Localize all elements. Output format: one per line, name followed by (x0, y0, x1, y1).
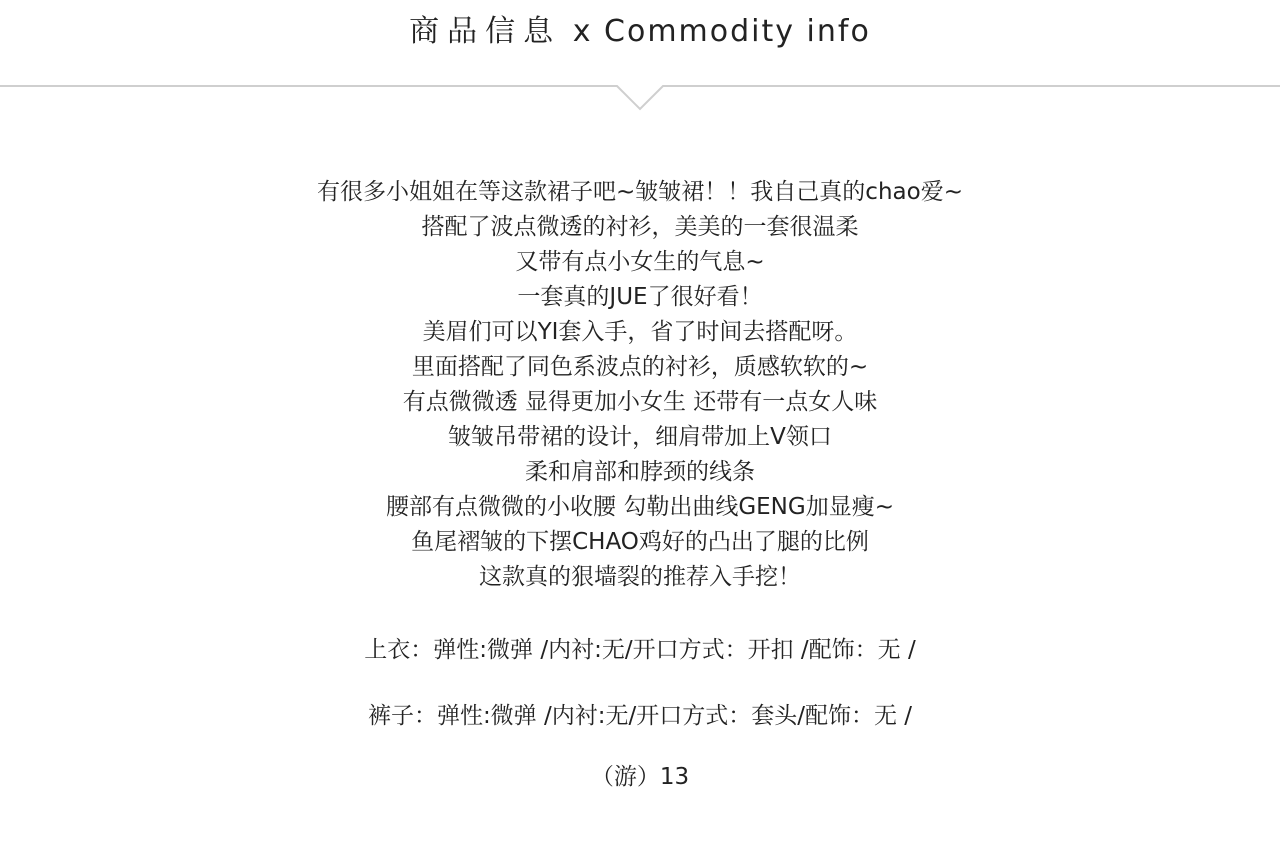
product-code: （游）13 (590, 764, 690, 790)
description-line: 里面搭配了同色系波点的衬衫，质感软软的~ (411, 354, 869, 380)
bottom-garment-spec: 裤子：弹性:微弹 /内衬:无/开口方式：套头/配饰：无 / (367, 703, 913, 729)
description-line: 柔和肩部和脖颈的线条 (525, 459, 755, 485)
top-garment-spec: 上衣：弹性:微弹 /内衬:无/开口方式：开扣 /配饰：无 / (364, 637, 916, 663)
section-title (0, 12, 1280, 52)
description-line: 搭配了波点微透的衬衫，美美的一套很温柔 (421, 214, 859, 240)
description-line: 一套真的JUE了很好看！ (517, 284, 763, 310)
description-line: 这款真的狠墙裂的推荐入手挖！ (479, 564, 801, 590)
divider-notch-line (0, 86, 1280, 109)
description-line: 有很多小姐姐在等这款裙子吧~皱皱裙！！我自己真的chao爱~ (317, 179, 963, 205)
section-title-separator: x (572, 14, 593, 49)
description-line: 又带有点小女生的气息~ (515, 249, 765, 275)
title-divider (0, 76, 1280, 112)
description-line: 皱皱吊带裙的设计，细肩带加上V领口 (448, 424, 832, 450)
description-line: 鱼尾褶皱的下摆CHAO鸡好的凸出了腿的比例 (411, 529, 869, 555)
description-line: 腰部有点微微的小收腰 勾勒出曲线GENG加显瘦~ (386, 494, 894, 520)
product-description (0, 175, 1280, 595)
section-title-cn: 商品信息 (409, 14, 562, 49)
description-line: 美眉们可以YI套入手，省了时间去搭配呀。 (422, 319, 858, 345)
description-line: 有点微微透 显得更加小女生 还带有一点女人味 (402, 389, 878, 415)
section-title-en: Commodity info (604, 14, 871, 49)
